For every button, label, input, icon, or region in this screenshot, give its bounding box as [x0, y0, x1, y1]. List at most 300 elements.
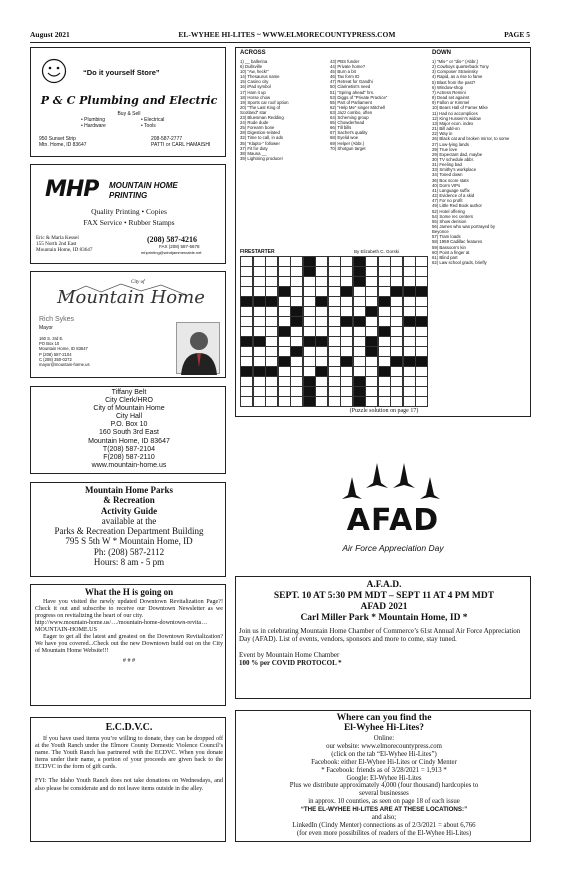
crossword-cell	[265, 256, 278, 267]
crossword-cell	[328, 256, 341, 267]
mayor-contact-line: 160 S. 3rd E.	[39, 336, 64, 341]
crossword-cell	[290, 366, 303, 377]
masthead: EL-WYHEE HI-LITES ~ WWW.ELMORECOUNTYPRESS.COM	[178, 30, 396, 39]
crossword-cell	[278, 256, 291, 267]
crossword-cell	[403, 296, 416, 307]
crossword-cell	[353, 386, 366, 397]
crossword-cell	[328, 356, 341, 367]
crossword-cell	[303, 366, 316, 377]
crossword-clue: 26) Black cat and broken mirror, to some	[432, 136, 510, 142]
crossword-cell	[353, 266, 366, 277]
crossword-cell	[353, 286, 366, 297]
what-the-h-para-1: Have you visited the newly updated Downtown Revitalization Page?! Check it out and subscribe to receive our Downtown Newsletter as we progress on revitalizing the heart of our city.	[35, 599, 223, 619]
where-line: Online:	[373, 735, 395, 742]
crossword-clue: 58) 1959 Cadillac features	[432, 239, 483, 245]
mayor-email: mayor@mountain-home.us	[39, 362, 90, 368]
mhp-services-2: FAX Service • Rubber Stamps	[83, 218, 175, 227]
city-clerk-ad	[30, 386, 226, 474]
crossword-clue: 52) Hotel offering	[432, 208, 465, 214]
crossword-clue: 66) Till bills	[330, 125, 352, 131]
ecdvc-para-1: If you have used items you’re willing to donate, they can be dropped off at the Youth Ranch under the Elmore County Domestic Violence Council’s name. The Youth Ranch has partnered with the ECDVC. When you donate items under their name, a portion of your proceeds are given back to the ECDVC in the form of gift cards.	[35, 736, 223, 771]
crossword-clue: 12) King Hussein’s widow	[432, 115, 481, 121]
crossword-cell	[353, 326, 366, 337]
afad-event-year: AFAD 2021	[360, 602, 408, 612]
crossword-grid	[240, 256, 428, 406]
crossword-cell	[365, 376, 378, 387]
crossword-cell	[278, 276, 291, 287]
clerk-line: Mountain Home, ID 83647	[88, 437, 170, 445]
crossword-cell	[415, 336, 428, 347]
parks-rec-ad	[30, 482, 226, 577]
crossword-cell	[365, 316, 378, 327]
mhp-logo: MHP	[45, 177, 99, 202]
crossword-cell	[315, 386, 328, 397]
crossword-cell	[390, 336, 403, 347]
crossword-cell	[403, 336, 416, 347]
crossword-cell	[403, 346, 416, 357]
crossword-cell	[390, 306, 403, 317]
clerk-line: T(208) 587-2104	[102, 445, 156, 453]
crossword-cell	[265, 276, 278, 287]
crossword-cell	[253, 346, 266, 357]
crossword-clue: 1) __ ballerina	[240, 59, 268, 64]
crossword-cell	[328, 306, 341, 317]
crossword-cell	[415, 346, 428, 357]
crossword-cell	[290, 286, 303, 297]
crossword-cell	[278, 376, 291, 387]
crossword-cell	[265, 296, 278, 307]
crossword-cell	[415, 296, 428, 307]
crossword-cell	[365, 296, 378, 307]
mhp-owners: Eric & Marla Kessel	[36, 235, 79, 241]
crossword-cell	[303, 266, 316, 277]
crossword-cell	[253, 336, 266, 347]
crossword-cell	[315, 256, 328, 267]
crossword-clue: 42) Evidence of a skid	[432, 193, 475, 199]
crossword-cell	[378, 376, 391, 387]
crossword-cell	[403, 366, 416, 377]
crossword-cell	[390, 356, 403, 367]
crossword-cell	[403, 276, 416, 287]
afad-event-dates: SEPT. 10 AT 5:30 PM MDT – SEPT 11 AT 4 PM MDT	[273, 591, 495, 601]
crossword-clue: 1) “Mis-” or “dis-” (Abbr.)	[432, 59, 479, 64]
crossword-cell	[240, 376, 253, 387]
where-line: in approx. 10 counties, as seen on page 18 of each issue	[308, 798, 460, 806]
crossword-cell	[265, 386, 278, 397]
parks-title-3: Activity Guide	[100, 505, 158, 516]
where-line: and also;	[371, 814, 397, 822]
crossword-cell	[328, 296, 341, 307]
across-heading: ACROSS	[240, 50, 266, 56]
crossword-cell	[315, 316, 328, 327]
pc-address: 950 Sunset Strip	[39, 136, 76, 142]
crossword-cell	[278, 386, 291, 397]
crossword-cell	[240, 276, 253, 287]
crossword-cell	[315, 276, 328, 287]
crossword-clue: 46) Tax form ID	[330, 74, 360, 80]
crossword-clue: 7) Actress Remini	[432, 89, 466, 95]
crossword-clue: 33) Smithy’s workplace	[432, 167, 477, 173]
crossword-clue: 10) Bears Hall of Famer Mike	[432, 105, 488, 111]
crossword-clue: 59) Bassoon’s kin	[432, 244, 466, 250]
crossword-cell	[378, 256, 391, 267]
crossword-clue: 70) Shotgun target	[330, 145, 366, 151]
crossword-clue: 31) Feeling bad	[432, 162, 462, 168]
crossword-cell	[390, 296, 403, 307]
crossword-clue: 32) Time to call, in ads	[240, 135, 283, 141]
crossword-cell	[340, 256, 353, 267]
crossword-cell	[303, 276, 316, 287]
crossword-clue: 40) Dorm VIPs	[432, 182, 461, 188]
crossword-cell	[240, 316, 253, 327]
crossword-cell	[403, 256, 416, 267]
crossword-clue: 28) Digestion-related	[240, 130, 280, 136]
where-to-find-notice	[235, 710, 531, 842]
crossword-clue: 16) iPad symbol	[240, 84, 271, 90]
mayor-name: Rich Sykes	[39, 316, 75, 323]
crossword-cell	[415, 356, 428, 367]
crossword-cell	[378, 296, 391, 307]
crossword-cell	[415, 276, 428, 287]
crossword-cell	[403, 326, 416, 337]
mhp-street: 155 North 2nd East	[36, 241, 77, 247]
crossword-cell	[290, 256, 303, 267]
crossword-cell	[303, 376, 316, 387]
crossword-cell	[265, 316, 278, 327]
crossword-clue: Scotland” star	[240, 109, 267, 115]
pc-tagline: Buy & Sell	[117, 111, 141, 117]
mhp-email: mhprinting@windjammercable.net	[141, 250, 202, 255]
pc-business-name: P & C Plumbing and Electric	[40, 94, 218, 107]
crossword-cell	[415, 326, 428, 337]
parks-title-2: & Recreation	[103, 495, 155, 506]
crossword-cell	[340, 316, 353, 327]
what-the-h-link[interactable]: http://www.mountain-home.us/…/mountain-home-downtown-revita…	[35, 620, 208, 626]
crossword-cell	[328, 286, 341, 297]
crossword-cell	[365, 306, 378, 317]
crossword-clue: 34) Toned down	[432, 172, 463, 178]
afad-word: AFAD	[346, 503, 440, 538]
crossword-cell	[303, 296, 316, 307]
crossword-cell	[253, 276, 266, 287]
crossword-cell	[253, 306, 266, 317]
crossword-cell	[340, 336, 353, 347]
crossword-cell	[353, 296, 366, 307]
crossword-cell	[265, 356, 278, 367]
clerk-line: P.O. Box 10	[110, 421, 148, 429]
crossword-cell	[290, 336, 303, 347]
crossword-cell	[240, 266, 253, 277]
crossword-clue: 20) “The Last King of	[240, 104, 281, 110]
crossword-clue: 24) Rude dude	[240, 120, 269, 126]
crossword-cell	[253, 296, 266, 307]
crossword-clue: 11) Had no accomplices	[432, 110, 478, 116]
pc-item: • Tools	[141, 123, 156, 129]
where-line: Facebook: either El-Wyhee Hi-Lites or Cindy Menter	[311, 758, 457, 766]
crossword-cell	[240, 366, 253, 377]
crossword-cell	[278, 266, 291, 277]
crossword-clue: 44) Private home?	[330, 64, 366, 70]
crossword-cell	[328, 266, 341, 277]
crossword-clue: 55) Part of Parliament	[330, 99, 372, 105]
crossword-clue: 6) Dullsville	[240, 64, 262, 70]
crossword-clue: 13) Major econ. index	[432, 120, 474, 126]
crossword-cell	[240, 346, 253, 357]
crossword-clue: 62) “Help Me” singer Mitchell	[330, 104, 385, 110]
parks-hours: Hours: 8 am - 5 pm	[93, 557, 165, 568]
crossword-cell	[315, 346, 328, 357]
mayor-ad	[30, 271, 226, 378]
crossword-cell	[278, 326, 291, 337]
pc-item: • Plumbing	[81, 117, 105, 123]
crossword-cell	[378, 336, 391, 347]
crossword-clue: 45) Burn a bit	[330, 69, 356, 75]
crossword-cell	[303, 326, 316, 337]
across-clues-col2	[330, 59, 422, 151]
crossword-clue: 61) Blind part	[432, 254, 458, 260]
puzzle-solution-note: (Puzzle solution on page 17)	[349, 408, 419, 414]
crossword-clue: 56) James who was portrayed by	[432, 224, 496, 229]
crossword-cell	[315, 326, 328, 337]
crossword-clue: 67) Sachet’s quality	[330, 130, 368, 136]
crossword-clue: 17) Ham it up	[240, 89, 266, 95]
ecdvc-article	[30, 717, 226, 842]
crossword-cell	[290, 396, 303, 407]
crossword-cell	[290, 346, 303, 357]
crossword-cell	[365, 396, 378, 407]
crossword-cell	[378, 266, 391, 277]
crossword-cell	[340, 376, 353, 387]
crossword-clue: 37) Fit for duty	[240, 145, 268, 151]
where-line: (for even more possibilites of readers of the El-Wyhee Hi-Lites)	[296, 829, 472, 837]
crossword-cell	[415, 306, 428, 317]
crossword-cell	[278, 356, 291, 367]
crossword-cell	[390, 276, 403, 287]
crossword-cell	[240, 296, 253, 307]
crossword-cell	[390, 346, 403, 357]
crossword-clue: 4) Rapid, as a rise to fame	[432, 74, 483, 80]
crossword-cell	[390, 396, 403, 407]
crossword-clue: 55) Show derision	[432, 218, 467, 224]
parks-line-2: Parks & Recreation Department Building	[54, 526, 204, 537]
where-line: several businesses	[359, 790, 409, 798]
mhp-name-line1: MOUNTAIN HOME	[109, 181, 178, 190]
crossword-cell	[253, 376, 266, 387]
crossword-cell	[403, 266, 416, 277]
crossword-cell	[253, 326, 266, 337]
crossword-cell	[278, 306, 291, 317]
crossword-cell	[353, 316, 366, 327]
crossword-clue: 38) Mauna __	[240, 150, 267, 156]
crossword-cell	[315, 366, 328, 377]
pc-owners: PATTI or CARL HAMAISHI	[151, 142, 211, 148]
crossword-cell	[240, 256, 253, 267]
parks-title-1: Mountain Home Parks	[84, 485, 173, 495]
crossword-cell	[415, 366, 428, 377]
crossword-cell	[290, 326, 303, 337]
crossword-clue: 53) Diggs of “Private Practice”	[330, 94, 388, 100]
crossword-cell	[340, 326, 353, 337]
page-number: PAGE 5	[504, 30, 530, 39]
where-line: * Facebook: friends as of 3/28/2021 = 1,913 *	[321, 766, 447, 774]
parks-phone: Ph: (208) 587-2112	[93, 546, 165, 557]
crossword-cell	[403, 286, 416, 297]
crossword-cell	[265, 306, 278, 317]
crossword-cell	[415, 316, 428, 327]
ecdvc-title: E.C.D.V.C.	[105, 722, 153, 733]
crossword-cell	[365, 366, 378, 377]
crossword-clue: 18) Horse chow	[240, 94, 271, 100]
crossword-cell	[390, 266, 403, 277]
crossword-cell	[278, 366, 291, 377]
crossword-cell	[365, 356, 378, 367]
crossword-clue: 19) Sports car roof option	[240, 99, 289, 105]
crossword-clue: 6) Window-shop	[432, 84, 464, 90]
crossword-cell	[403, 306, 416, 317]
clerk-line: F(208) 587-2110	[103, 453, 155, 461]
crossword-cell	[378, 396, 391, 407]
crossword-cell	[278, 316, 291, 327]
crossword-clue: Beyonce	[432, 229, 449, 235]
mayor-contact-line: Mountain Home, ID 83647	[39, 346, 88, 352]
crossword-cell	[315, 336, 328, 347]
crossword-clue: 30) TV schedule abbr.	[432, 156, 474, 162]
crossword-cell	[415, 386, 428, 397]
crossword-cell	[265, 346, 278, 357]
smiley-icon	[41, 58, 67, 84]
crossword-cell	[240, 356, 253, 367]
where-line: (click on the tab “El-Wyhee Hi-Lites”)	[331, 750, 437, 758]
crossword-cell	[240, 286, 253, 297]
crossword-cell	[240, 336, 253, 347]
crossword-clue: 63) Jazz combo, often	[330, 109, 373, 115]
puzzle-author: By Elizabeth C. Gorski	[354, 249, 400, 254]
what-the-h-para-2: Eager to get all the latest and greatest on the Downtown Revitalization? We have you covered...Check out the new Downtown build out on the City of Mountain Home Website!!!	[35, 634, 223, 654]
clerk-line: City of Mountain Home	[93, 405, 165, 413]
crossword-cell	[315, 356, 328, 367]
where-title-2: El-Wyhee Hi-Lites?	[343, 723, 425, 733]
crossword-cell	[415, 266, 428, 277]
crossword-clue: 3) Composer Stravinsky	[432, 69, 478, 75]
crossword-puzzle	[235, 47, 531, 417]
clerk-website: www.mountain-home.us	[91, 461, 167, 469]
crossword-clue: 23) Bluesman Redding	[240, 115, 284, 121]
crossword-clue: 15) Casino city	[240, 79, 269, 85]
crossword-cell	[278, 296, 291, 307]
mhp-city: Mountain Home, ID 83647	[36, 247, 93, 253]
where-title-1: Where can you find the	[336, 713, 432, 723]
crossword-cell	[365, 336, 378, 347]
where-locations-heading: “THE EL-WYHEE HI-LITES ARE AT THESE LOCATIONS:”	[300, 806, 468, 814]
crossword-clue: 2) Cowboys quarterback Tony	[432, 64, 489, 70]
crossword-clue: 68) Eyelid woe	[330, 135, 359, 141]
page-header	[30, 27, 530, 43]
crossword-clue: 47) For no profit	[432, 198, 463, 204]
crossword-cell	[403, 316, 416, 327]
crossword-cell	[340, 276, 353, 287]
crossword-cell	[265, 366, 278, 377]
afad-event-host: Event by Mountain Home Chamber	[239, 651, 340, 659]
crossword-clue: 8) Dead set against	[432, 95, 470, 101]
crossword-cell	[378, 366, 391, 377]
crossword-cell	[403, 386, 416, 397]
crossword-cell	[390, 286, 403, 297]
crossword-cell	[340, 386, 353, 397]
pc-item: • Electrical	[141, 117, 165, 123]
crossword-cell	[328, 366, 341, 377]
mhp-printing-ad	[30, 164, 226, 264]
crossword-cell	[340, 346, 353, 357]
crossword-cell	[390, 386, 403, 397]
crossword-cell	[378, 356, 391, 367]
crossword-cell	[340, 396, 353, 407]
clerk-line: Tiffany Belt	[111, 389, 147, 396]
crossword-clue: 60) Point a finger at	[432, 249, 470, 255]
crossword-clue: 35) “Klapto-” follower	[240, 140, 280, 146]
crossword-cell	[253, 256, 266, 267]
crossword-cell	[315, 286, 328, 297]
crossword-cell	[378, 286, 391, 297]
crossword-cell	[353, 306, 366, 317]
crossword-cell	[403, 356, 416, 367]
clerk-line: City Hall	[115, 413, 143, 421]
where-website[interactable]: our website: www.elmorecountypress.com	[326, 742, 442, 750]
crossword-cell	[278, 396, 291, 407]
crossword-clue: 43) PBS funder	[330, 59, 360, 64]
crossword-cell	[353, 366, 366, 377]
crossword-cell	[303, 286, 316, 297]
crossword-cell	[353, 256, 366, 267]
afad-event-notice	[235, 576, 531, 699]
crossword-cell	[328, 346, 341, 357]
where-line: LinkedIn (Cindy Menter) connections as of 2/3/2021 = about 6,766	[292, 821, 476, 829]
crossword-clue: 50) Clarinetist’s need	[330, 84, 371, 90]
crossword-cell	[378, 326, 391, 337]
mhp-services-1: Quality Printing • Copies	[91, 207, 167, 216]
crossword-clue: 39) Lightning producer	[240, 155, 283, 161]
crossword-cell	[403, 376, 416, 387]
crossword-cell	[315, 296, 328, 307]
parks-line-3: 795 S 5th W * Mountain Home, ID	[65, 536, 193, 547]
pc-city: Mtn. Home, ID 83647	[39, 142, 87, 148]
down-clues	[432, 59, 530, 265]
crossword-cell	[303, 396, 316, 407]
crossword-cell	[365, 286, 378, 297]
mayor-photo	[176, 322, 220, 374]
crossword-cell	[390, 376, 403, 387]
crossword-cell	[378, 276, 391, 287]
crossword-cell	[290, 276, 303, 287]
crossword-cell	[353, 336, 366, 347]
crossword-cell	[253, 356, 266, 367]
crossword-cell	[290, 296, 303, 307]
crossword-clue: 25) Forearm bone	[240, 125, 275, 131]
crossword-clue: 62) Law school grads, briefly	[432, 260, 487, 266]
crossword-cell	[378, 316, 391, 327]
crossword-clue: 49) Little Red Book author	[432, 203, 482, 209]
crossword-cell	[278, 336, 291, 347]
what-the-h-end: # # #	[122, 658, 136, 664]
crossword-cell	[353, 276, 366, 287]
puzzle-title: FIRESTARTER	[240, 249, 275, 255]
crossword-cell	[265, 336, 278, 347]
crossword-cell	[403, 396, 416, 407]
crossword-cell	[265, 376, 278, 387]
crossword-cell	[328, 326, 341, 337]
crossword-cell	[340, 266, 353, 277]
crossword-cell	[390, 326, 403, 337]
crossword-clue: 22) Way in	[432, 131, 453, 137]
